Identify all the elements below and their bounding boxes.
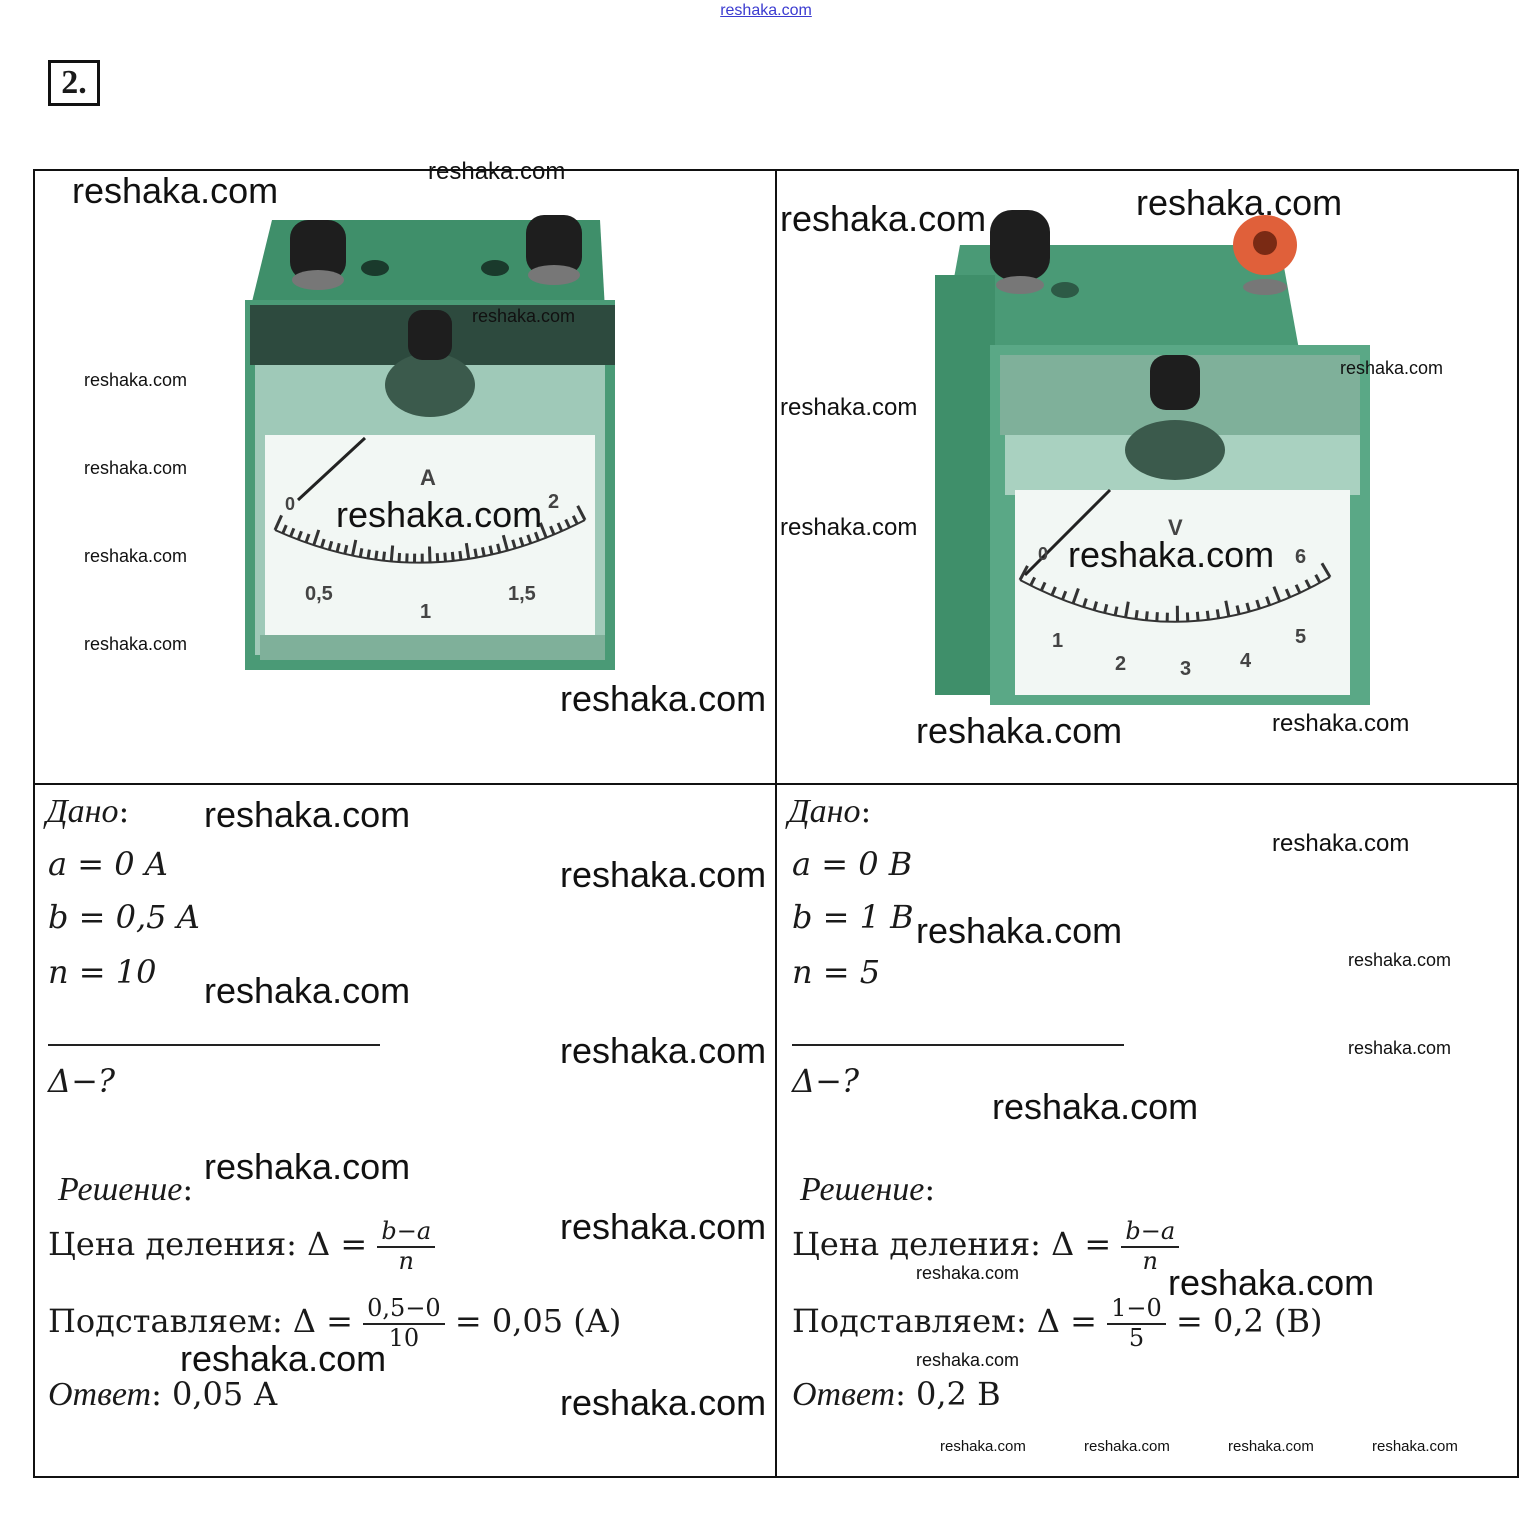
watermark: reshaka.com — [560, 1030, 767, 1071]
watermark: reshaka.com — [1272, 830, 1410, 857]
watermark: reshaka.com — [916, 910, 1123, 951]
scale-tick — [368, 550, 369, 559]
watermark: reshaka.com — [1348, 950, 1452, 970]
watermark: reshaka.com — [1372, 1438, 1458, 1455]
scale-tick — [475, 549, 477, 558]
scale-label: 1 — [420, 601, 432, 623]
voltmeter-image — [930, 205, 1380, 715]
given-a: a = 0 B — [792, 845, 913, 883]
watermark: reshaka.com — [780, 514, 918, 541]
watermark: reshaka.com — [84, 458, 188, 478]
watermark: reshaka.com — [336, 494, 543, 535]
terminal-icon — [990, 210, 1050, 294]
scale-tick — [1217, 609, 1218, 618]
ammeter-image — [230, 180, 620, 680]
scale-tick — [391, 545, 392, 561]
scale-tick — [1237, 605, 1239, 614]
scale-label: 4 — [1240, 650, 1252, 672]
watermark: reshaka.com — [916, 1350, 1020, 1370]
scale-label: 1,5 — [508, 583, 536, 605]
scale-label: 5 — [1295, 626, 1307, 648]
scale-tick — [1136, 610, 1137, 619]
watermark: reshaka.com — [1228, 1438, 1314, 1455]
scale-tick — [1115, 607, 1117, 616]
answer: Ответ: 0,2 В — [792, 1375, 1001, 1413]
find-delta: Δ−? — [48, 1062, 116, 1100]
substitution-formula: Подставляем: Δ = $\frac{0,5-0}{10}$ = 0,05 (A) — [48, 1294, 622, 1352]
scale-tick — [452, 552, 453, 561]
watermark: reshaka.com — [1340, 358, 1444, 378]
watermark: reshaka.com — [916, 1263, 1020, 1283]
watermark: reshaka.com — [940, 1438, 1026, 1455]
terminal-icon — [290, 220, 346, 290]
watermark: reshaka.com — [780, 198, 987, 239]
scale-tick — [376, 551, 377, 560]
watermark: reshaka.com — [1168, 1262, 1375, 1303]
scale-tick — [498, 544, 500, 553]
scale-tick — [399, 553, 400, 562]
watermark: reshaka.com — [1084, 1438, 1170, 1455]
watermark: reshaka.com — [472, 306, 576, 326]
scale-tick — [437, 553, 438, 562]
price-formula: Цена деления: Δ = $\frac{b-a}{n}$ — [48, 1218, 435, 1275]
given-b: b = 1 B — [792, 898, 914, 936]
given-title: Дано: — [46, 792, 130, 830]
watermark: reshaka.com — [560, 854, 767, 895]
given-title: Дано: — [788, 792, 872, 830]
given-b: b = 0,5 A — [48, 898, 200, 936]
solution-title: Решение: — [58, 1170, 194, 1208]
scale-tick — [482, 547, 484, 556]
scale-tick — [1105, 604, 1107, 613]
find-delta: Δ−? — [792, 1062, 860, 1100]
given-n: n = 5 — [792, 953, 881, 991]
price-formula: Цена деления: Δ = $\frac{b-a}{n}$ — [792, 1218, 1179, 1275]
scale-tick — [345, 545, 347, 554]
substitution-formula: Подставляем: Δ = $\frac{1-0}{5}$ = 0,2 (B) — [792, 1294, 1323, 1352]
given-n: n = 10 — [48, 953, 157, 991]
scale-label: 3 — [1180, 658, 1192, 680]
scale-tick — [1157, 612, 1158, 621]
watermark: reshaka.com — [560, 1206, 767, 1247]
given-a: a = 0 A — [48, 845, 168, 883]
table-divider-vertical — [775, 169, 777, 1478]
unit-label: V — [1168, 515, 1183, 540]
scale-label: 2 — [548, 491, 560, 513]
watermark: reshaka.com — [84, 634, 188, 654]
answer: Ответ: 0,05 А — [48, 1375, 278, 1413]
given-divider — [792, 1044, 1124, 1046]
scale-tick — [445, 553, 446, 562]
scale-label: 0,5 — [305, 583, 333, 605]
watermark: reshaka.com — [428, 158, 566, 185]
watermark: reshaka.com — [84, 546, 188, 566]
scale-tick — [460, 551, 461, 560]
scale-tick — [490, 546, 492, 555]
scale-label: 1 — [1052, 630, 1064, 652]
solution-title: Решение: — [800, 1170, 936, 1208]
watermark: reshaka.com — [780, 394, 918, 421]
watermark: reshaka.com — [560, 1382, 767, 1423]
watermark: reshaka.com — [1272, 710, 1410, 737]
scale-label: 6 — [1295, 546, 1307, 568]
watermark: reshaka.com — [560, 678, 767, 719]
scale-tick — [360, 548, 362, 557]
watermark: reshaka.com — [992, 1086, 1199, 1127]
watermark: reshaka.com — [1068, 534, 1275, 575]
problem-number: 2. — [48, 60, 100, 106]
watermark: reshaka.com — [84, 370, 188, 390]
scale-label: 0 — [1038, 544, 1049, 564]
watermark: reshaka.com — [180, 1338, 387, 1379]
scale-label: 2 — [1115, 653, 1127, 675]
scale-label: 0 — [285, 494, 296, 514]
scale-tick — [384, 552, 385, 561]
given-divider — [48, 1044, 380, 1046]
watermark: reshaka.com — [1348, 1038, 1452, 1058]
watermark: reshaka.com — [204, 1146, 411, 1187]
scale-tick — [1207, 611, 1208, 620]
scale-tick — [1146, 611, 1147, 620]
scale-tick — [1197, 612, 1198, 621]
watermark: reshaka.com — [204, 970, 411, 1011]
table-divider-horizontal — [33, 783, 1519, 785]
watermark: reshaka.com — [72, 170, 279, 211]
watermark: reshaka.com — [204, 794, 411, 835]
unit-label: A — [420, 465, 436, 490]
site-link[interactable]: reshaka.com — [720, 2, 812, 19]
watermark: reshaka.com — [916, 710, 1123, 751]
scale-tick — [429, 547, 430, 563]
terminal-icon — [526, 215, 582, 285]
watermark: reshaka.com — [1136, 182, 1343, 223]
